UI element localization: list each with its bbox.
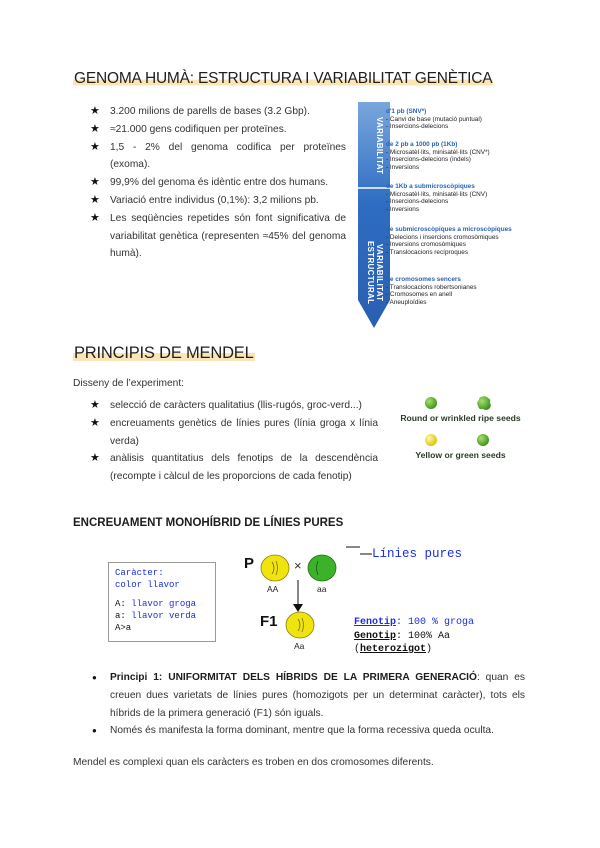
experiment-design-list bbox=[88, 397, 378, 486]
genotype-aa-recessive: aa bbox=[317, 584, 327, 594]
round-seed bbox=[425, 397, 437, 409]
monohybrid-cross-diagram bbox=[232, 540, 522, 690]
label-structural-variability: VARIABILITAT ESTRUCTURAL bbox=[366, 241, 384, 305]
section-title-genome: GENOMA HUMÀ: ESTRUCTURA I VARIABILITAT GENÈTICA bbox=[74, 70, 493, 87]
list-item: ● Només és manifesta la forma dominant, mentre que la forma recessiva queda oculta. bbox=[88, 722, 525, 740]
variability-figure bbox=[354, 100, 514, 330]
yellow-seed-parent bbox=[261, 555, 289, 581]
footer-note: Mendel es complexi quan els caràcters es troben en dos cromosomes diferents. bbox=[73, 757, 434, 768]
legend-line: color llavor bbox=[115, 580, 180, 590]
genotype-f1: Aa bbox=[294, 641, 305, 651]
caption-round-wrinkled: Round or wrinkled ripe seeds bbox=[400, 413, 521, 423]
heterozygote-line: (heterozigot) bbox=[354, 644, 433, 655]
list-item: ★ 3.200 milions de parells de bases (3.2 Gbp). bbox=[88, 103, 346, 121]
experiment-intro: Disseny de l’experiment: bbox=[73, 378, 184, 389]
yellow-seed bbox=[425, 434, 437, 446]
list-item: ★ ≈21.000 gens codifiquen per proteïnes. bbox=[88, 121, 346, 139]
generation-p-label: P bbox=[244, 555, 255, 572]
green-seed bbox=[477, 434, 489, 446]
section-title-monohybrid: ENCREUAMENT MONOHÍBRID DE LÍNIES PURES bbox=[73, 517, 344, 529]
genotype-aa-dominant: AA bbox=[267, 584, 279, 594]
genotype-line: Genotip: 100% Aa bbox=[354, 630, 451, 642]
cross-sign: × bbox=[294, 558, 302, 573]
list-item: ★ selecció de caràcters qualitatius (llis-rugós, groc-verd...) bbox=[88, 397, 378, 415]
section-title-mendel: PRINCIPIS DE MENDEL bbox=[74, 344, 254, 362]
trait-legend-box bbox=[108, 562, 216, 642]
variability-group: de cromosomes sencers - Translocacions robertsonianes - Cromosomes en anell - Aneuploïdies bbox=[386, 276, 477, 306]
variability-group: de 2 pb a 1000 pb (1Kb) - Microsatèl·lits, minisatèl·lits (CNV*) - Insercions-delecions (indels) - Inversions bbox=[386, 141, 490, 171]
phenotype-line: Fenotip: 100 % groga bbox=[354, 617, 475, 628]
arrow-down-icon bbox=[293, 604, 303, 612]
label-variability: VARIABILITAT bbox=[375, 117, 384, 175]
phenotype-genotype-summary bbox=[354, 616, 474, 657]
wrinkled-seed bbox=[477, 396, 491, 410]
caption-yellow-green: Yellow or green seeds bbox=[415, 450, 506, 460]
list-item: ● Principi 1: UNIFORMITAT DELS HÍBRIDS DE LA PRIMERA GENERACIÓ: quan es creuen dues varietats de línies pures (homozigots per un determinat caràcter), tots els híbrids de la primera generació (F1) són iguals. bbox=[88, 669, 525, 722]
legend-line: Caràcter: bbox=[115, 568, 164, 578]
list-item: ★ anàlisis quantitatius dels fenotips de la descendència (recompte i càlcul de les proporcions de cada fenotip) bbox=[88, 450, 378, 486]
variability-group: de 1Kb a submicroscòpiques - Microsatèl·lits, minisatèl·lits (CNV) - Insercions-delecions - Inversions bbox=[386, 183, 488, 213]
principle-list bbox=[88, 669, 525, 740]
list-item: ★ encreuaments genètics de línies pures (línia groga x línia verda) bbox=[88, 415, 378, 451]
pure-lines-label: Línies pures bbox=[372, 547, 463, 561]
green-seed-parent bbox=[308, 555, 336, 581]
legend-line: A>a bbox=[115, 623, 132, 633]
legend-line: A: llavor groga bbox=[115, 599, 197, 609]
genome-facts-list bbox=[88, 103, 346, 263]
list-item: ★ 1,5 - 2% del genoma codifica per proteïnes (exoma). bbox=[88, 139, 346, 175]
list-item: ★ 99,9% del genoma és idèntic entre dos humans. bbox=[88, 174, 346, 192]
variability-group: de submicroscòpiques a microscòpiques - Delecions i insercions cromosòmiques - Inversions cromosòmiques - Translocacions recíproques bbox=[386, 226, 512, 256]
variability-group: d'1 pb (SNV*) - Canvi de base (mutació puntual) - Insercions-delecions bbox=[386, 108, 482, 131]
generation-f1-label: F1 bbox=[260, 613, 278, 630]
list-item: ★ Les seqüències repetides són font significativa de variabilitat genètica (representen ≈45% del genoma humà). bbox=[88, 210, 346, 263]
list-item: ★ Variació entre individus (0,1%): 3,2 milions pb. bbox=[88, 192, 346, 210]
legend-line: a: llavor verda bbox=[115, 611, 197, 621]
seed-traits-figure bbox=[388, 394, 533, 469]
